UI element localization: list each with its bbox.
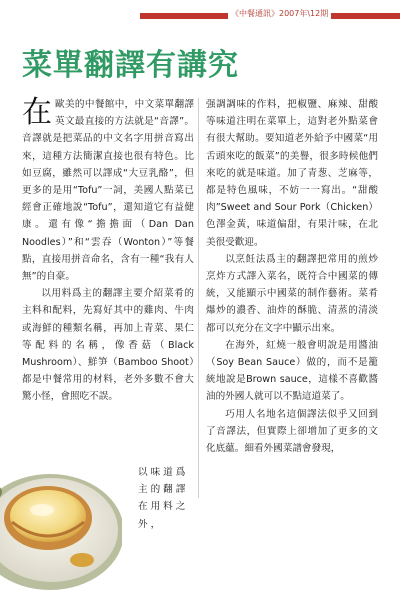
article-column-right [206,96,378,457]
article-column-left [22,96,194,406]
article-title: 菜單翻譯有講究 [22,48,239,83]
paragraph-1-text: 歐美的中餐館中，中文菜單翻譯英文最直接的方法就是“音譯”。音譯就是把菜品的中文名字用拼音寫出來，這種方法簡潔直接也很有特色。比如豆腐，雖然可以譯成“大豆乳酪”，但更多的是用“Tofu”一詞，美國人點菜已經會正確地說“Tofu”，還知道它有益健康。還有像“擔擔面（Dan Dan Noodles）”和“雲吞（Wonton）”等餐點，直接用拼音命名，含有一種“我有人無”的自豪。 [22,99,194,283]
egg-tart-photo [0,452,122,592]
paragraph-1 [22,96,194,285]
header-issue-label: 《中餐通訊》2007年\12期 [228,5,331,23]
dropcap: 在 [22,95,52,130]
column-divider [198,98,199,498]
paragraph-5: 在海外，紅燒一般會明說是用醬油（Soy Bean Sauce）做的，而不是籠統地說是Brown sauce，這樣不喜歡醬油的外國人就可以不點這道菜了。 [206,339,378,403]
header-bar [0,0,400,30]
paragraph-6: 巧用人名地名這個譯法似乎又回到了音譯法，但實際上卻增加了更多的文化底蘊。細看外國菜譜會發現， [206,408,378,455]
paragraph-3-start: 以味道爲主的翻譯在用料之外， [138,467,189,530]
paragraph-4: 以烹飪法爲主的翻譯把常用的煎炒烹炸方式譯入菜名，既符合中國菜的傳統，又能顯示中國菜的制作藝術。菜肴爆炒的濃香、油炸的酥脆、清蒸的清淡都可以充分在文字中顯示出來。 [206,253,378,334]
paragraph-2: 以用料爲主的翻譯主要介紹菜肴的主料和配料，先寫好其中的雞肉、牛肉或海鮮的種類名稱，再加上青菜、果仁等配料的名稱，像香菇（Black Mushroom）、鮮笋（Bamboo Shoot）都是中餐常用的材料，老外多數不會大驚小怪，會照吃不誤。 [22,288,194,403]
paragraph-3-continued: 强調調味的作料，把椒鹽、麻辣、甜酸等味道注明在菜單上，這對老外點菜會有很大幫助。要知道老外給予中國菜“用舌頭來吃的飯菜”的美譽，很多時候他們來吃的就是味道。加了青葱、芝麻等，都是特色風味，不妨一一寫出。“甜酸肉”Sweet and Sour Pork（Chicken）色澤金黃，味道偏甜，有果汁味，在北美很受歡迎。 [206,99,378,248]
